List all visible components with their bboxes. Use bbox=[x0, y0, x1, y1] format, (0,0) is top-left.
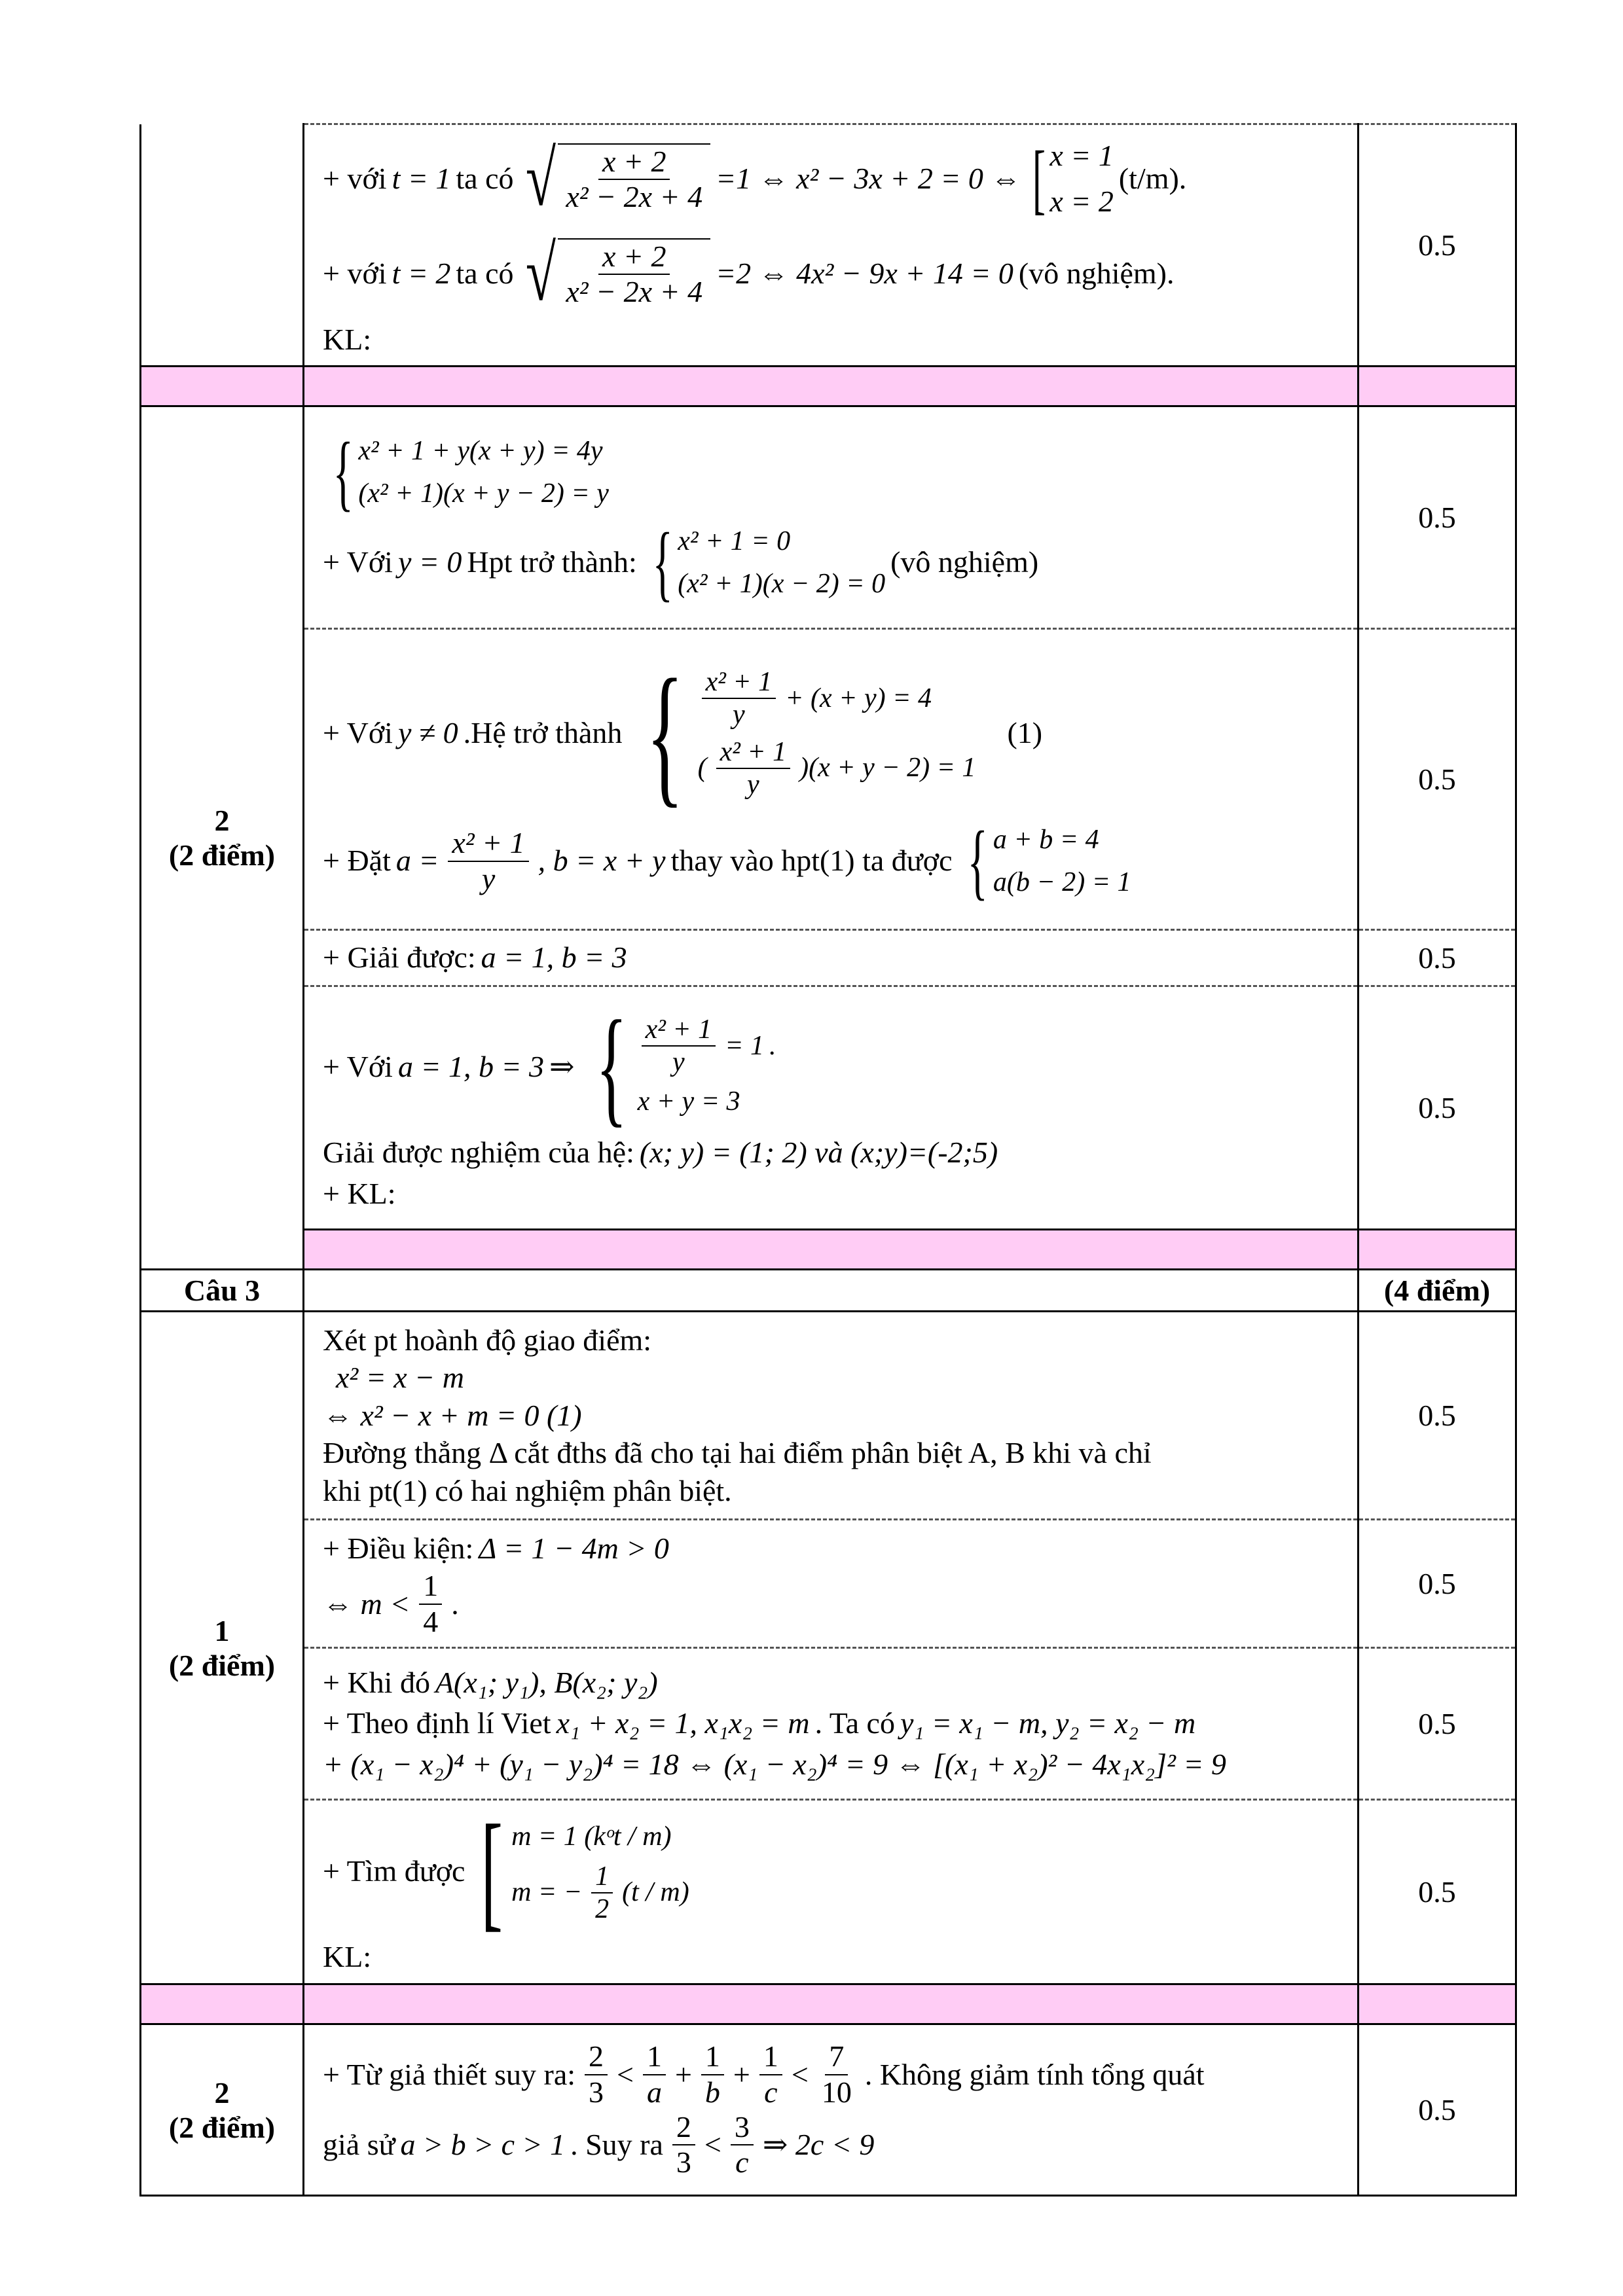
row-q31-c bbox=[141, 1648, 1516, 1800]
k3-line bbox=[323, 1744, 1357, 1785]
found-row2 bbox=[511, 1861, 689, 1926]
label-q32-pts: (2 điểm) bbox=[168, 2110, 276, 2144]
cond-text: + Điều kiện: bbox=[323, 1531, 474, 1565]
cond2-pre: ⇔ m < bbox=[323, 1587, 410, 1621]
kl-text: KL: bbox=[323, 323, 372, 357]
sol-text: Giải được nghiệm của hệ: bbox=[323, 1136, 634, 1170]
q32-f2d: a bbox=[646, 2075, 662, 2109]
yn-row1-rest: + (x + y) = 4 bbox=[785, 683, 932, 713]
found-line bbox=[323, 1799, 1357, 1944]
k3-text: + (x₁ − x₂)⁴ + (y₁ − y₂)⁴ = 18 ⇔ (x₁ − x₂)⁴ = 9 ⇔ [(x₁ + x₂)² − 4x₁x₂]² = 9 bbox=[323, 1747, 1226, 1781]
content-q32 bbox=[304, 2024, 1359, 2196]
y0-mid: Hpt trở thành: bbox=[467, 545, 637, 579]
t1-line bbox=[323, 130, 1357, 228]
cond2-frac bbox=[419, 1569, 442, 1640]
set-line bbox=[323, 814, 1357, 908]
score-q31-b bbox=[1359, 1520, 1516, 1648]
score-q31-a-value: 0.5 bbox=[1418, 1399, 1456, 1432]
t1-num: x + 2 bbox=[598, 145, 670, 181]
yn-line bbox=[323, 646, 1357, 821]
t1-tm: (t/m). bbox=[1118, 162, 1187, 196]
row-q32 bbox=[141, 2024, 1516, 2196]
score-q32 bbox=[1359, 2024, 1516, 2196]
q32-g1d: 3 bbox=[676, 2145, 691, 2179]
q31-kl-line bbox=[323, 1937, 1357, 1977]
t2-cond: t = 2 bbox=[392, 257, 451, 291]
content-q2-a bbox=[304, 406, 1359, 629]
t2-prefix: + với bbox=[323, 257, 387, 291]
t1-mid: ta có bbox=[456, 162, 514, 196]
yn-row1 bbox=[698, 666, 976, 731]
t2-note: (vô nghiệm). bbox=[1018, 257, 1175, 291]
k2-line bbox=[323, 1703, 1357, 1744]
q32-f5 bbox=[818, 2039, 856, 2110]
found-text: + Tìm được bbox=[323, 1854, 465, 1888]
k2-mid: . Ta có bbox=[814, 1706, 895, 1740]
label-q2-pts: (2 điểm) bbox=[168, 838, 276, 872]
content-q2-d bbox=[304, 986, 1359, 1230]
score-q2-b-value: 0.5 bbox=[1418, 762, 1456, 796]
q2-system: { x² + 1 + y(x + y) = 4y (x² + 1)(x + y − 2) = y bbox=[333, 425, 609, 520]
q32-r1-post: . Không giảm tính tổng quát bbox=[864, 2057, 1205, 2091]
y0-system: { x² + 1 = 0 (x² + 1)(x − 2) = 0 bbox=[652, 515, 886, 610]
k1-val: A(x₁; y₁), B(x₂; y₂) bbox=[435, 1666, 658, 1700]
score-q2-d bbox=[1359, 986, 1516, 1230]
w-arrow: ⇒ bbox=[549, 1050, 575, 1084]
t2-eq: =2 ⇔ 4x² − 9x + 14 = 0 bbox=[716, 257, 1013, 291]
q32-f2 bbox=[643, 2039, 666, 2110]
score-q2-a-value: 0.5 bbox=[1418, 501, 1456, 534]
row-q2-c bbox=[141, 930, 1516, 986]
w-cond: a = 1, b = 3 bbox=[397, 1050, 545, 1084]
q32-f1 bbox=[585, 2039, 608, 2110]
sqrt-1: √ $\frac{x + 2}{\text{x² − 2x + 4}}$ bbox=[519, 139, 711, 218]
row-t-cases bbox=[141, 124, 1516, 367]
content-q2-c bbox=[304, 930, 1359, 986]
q2-sys1: x² + 1 + y(x + y) = 4y bbox=[358, 435, 603, 466]
q31-l3: ⇔ x² − x + m = 0 (1) bbox=[323, 1398, 582, 1432]
set-frac bbox=[448, 826, 528, 897]
q31-kl: KL: bbox=[323, 1940, 372, 1974]
k1-line bbox=[323, 1662, 1357, 1703]
solve-line bbox=[323, 937, 1357, 978]
w-row2: x + y = 3 bbox=[637, 1086, 740, 1117]
yn-row1-num: x² + 1 bbox=[702, 666, 776, 699]
q32-f4 bbox=[759, 2039, 782, 2110]
row-cau3 bbox=[141, 1270, 1516, 1312]
q2-sys2: (x² + 1)(x + y − 2) = y bbox=[358, 478, 609, 509]
k2-text: + Theo định lí Viet bbox=[323, 1706, 551, 1740]
score-q31-c bbox=[1359, 1648, 1516, 1800]
q32-f1n: 2 bbox=[585, 2039, 608, 2075]
t1-sol2: x = 2 bbox=[1049, 185, 1114, 219]
y0-note: (vô nghiệm) bbox=[890, 545, 1039, 579]
cond2-den: 4 bbox=[423, 1604, 439, 1638]
cond2-num: 1 bbox=[419, 1569, 442, 1605]
score-value: 0.5 bbox=[1418, 228, 1456, 262]
row-q31-d bbox=[141, 1800, 1516, 1984]
set-num: x² + 1 bbox=[448, 826, 528, 862]
q2-kl: + KL: bbox=[323, 1176, 396, 1210]
set-den: y bbox=[481, 861, 496, 895]
cond2-end: . bbox=[451, 1587, 459, 1621]
cau3-points: (4 điểm) bbox=[1359, 1270, 1516, 1312]
q32-f3d: b bbox=[704, 2075, 720, 2109]
t2-num: x + 2 bbox=[598, 240, 670, 276]
y0-sys1: x² + 1 = 0 bbox=[678, 526, 791, 556]
solve-val: a = 1, b = 3 bbox=[481, 941, 627, 975]
cond-val: Δ = 1 − 4m > 0 bbox=[479, 1531, 669, 1565]
label-q32 bbox=[141, 2024, 304, 2196]
yn-tag: (1) bbox=[1007, 716, 1043, 750]
q32-g2n: 3 bbox=[731, 2110, 754, 2146]
w-prefix: + Với bbox=[323, 1050, 393, 1084]
set-sys1: a + b = 4 bbox=[993, 824, 1099, 855]
cau3-empty bbox=[304, 1270, 1359, 1312]
sol-line bbox=[323, 1132, 1357, 1173]
y0-prefix: + Với bbox=[323, 545, 393, 579]
t1-den: x² − 2x + 4 bbox=[566, 180, 703, 214]
y0-cond: y = 0 bbox=[397, 545, 462, 579]
sqrt-2: √ $\frac{x + 2}{\text{x² − 2x + 4}}$ bbox=[519, 234, 711, 313]
cond-line bbox=[323, 1528, 1357, 1569]
t1-prefix: + với bbox=[323, 162, 387, 196]
score-q2-b bbox=[1359, 629, 1516, 930]
score-q2-c bbox=[1359, 930, 1516, 986]
k2-val2: y₁ = x₁ − m, y₂ = x₂ − m bbox=[900, 1706, 1196, 1740]
score-q31-a bbox=[1359, 1312, 1516, 1520]
t2-line bbox=[323, 228, 1357, 319]
label-cell-empty bbox=[141, 124, 304, 367]
k2-val: x₁ + x₂ = 1, x₁x₂ = m bbox=[556, 1706, 810, 1740]
q32-f2n: 1 bbox=[643, 2039, 666, 2075]
label-q31-pts: (2 điểm) bbox=[168, 1648, 276, 1682]
t1-cond: t = 1 bbox=[392, 162, 451, 196]
yn-row1-den: y bbox=[733, 700, 745, 730]
q32-line1: + Từ giả thiết suy ra: $\frac{2}{3}$ < $\frac{1}{a}$ + $\frac{1}{b}$ + $\frac{1}{c}$ < $\frac{7}{10}$ . Không giảm tính tổng quát bbox=[323, 2039, 1205, 2109]
answer-table bbox=[139, 123, 1517, 2197]
content-q31-d bbox=[304, 1800, 1359, 1984]
set-mid: thay vào hpt(1) ta được bbox=[670, 844, 953, 878]
yn-mid: .Hệ trở thành bbox=[463, 716, 623, 750]
label-q2-num: 2 bbox=[214, 804, 230, 837]
score-q2-a bbox=[1359, 406, 1516, 629]
found-solutions: [ m = 1 (kᵒt / m) m = − $\frac{1}{2}$ (t / m) bbox=[481, 1799, 689, 1944]
yn-row2-den: y bbox=[747, 769, 759, 800]
q32-f4n: 1 bbox=[759, 2039, 782, 2075]
set-system: { a + b = 4 a(b − 2) = 1 bbox=[968, 814, 1131, 908]
sol-val: (x; y) = (1; 2) và (x;y)=(-2;5) bbox=[639, 1136, 998, 1170]
q2-kl-line bbox=[323, 1174, 1357, 1214]
q32-r2-pre: giả sử bbox=[323, 2128, 395, 2162]
y0-sys2: (x² + 1)(x − 2) = 0 bbox=[678, 568, 886, 599]
q32-r2-end: ⇒ 2c < 9 bbox=[762, 2128, 875, 2162]
set-rest: , b = x + y bbox=[538, 844, 666, 878]
q32-f5n: 7 bbox=[825, 2039, 848, 2075]
t2-den: x² − 2x + 4 bbox=[566, 275, 703, 309]
yn-row2-rest: )(x + y − 2) = 1 bbox=[799, 753, 976, 783]
q32-g1n: 2 bbox=[672, 2110, 695, 2146]
q32-f4d: c bbox=[764, 2075, 778, 2109]
cond2-line bbox=[323, 1569, 1357, 1640]
q32-r1-pre: + Từ giả thiết suy ra: bbox=[323, 2057, 576, 2091]
set-a: a = bbox=[395, 844, 439, 878]
separator-row-3 bbox=[141, 1984, 1516, 2024]
content-q31-a bbox=[304, 1312, 1359, 1520]
score-q31-c-value: 0.5 bbox=[1418, 1707, 1456, 1740]
score-q31-d-value: 0.5 bbox=[1418, 1875, 1456, 1909]
w-row1-rest: = 1 bbox=[725, 1030, 764, 1061]
yn-prefix: + Với bbox=[323, 716, 393, 750]
q32-f5d: 10 bbox=[821, 2075, 852, 2109]
label-q2 bbox=[141, 406, 304, 1270]
t1-eq: =1 ⇔ x² − 3x + 2 = 0 ⇔ bbox=[716, 162, 1021, 196]
yn-row2: ( $\frac{\text{x² + 1}}{y}$ )(x + y − 2) = 1 bbox=[697, 736, 976, 800]
w-system: { $\frac{\text{x² + 1}}{y}$ = 1 . x + y = 3 bbox=[595, 994, 776, 1139]
content-t-cases bbox=[304, 124, 1359, 367]
separator-row-2 bbox=[141, 1230, 1516, 1270]
label-q32-num: 2 bbox=[214, 2075, 230, 2109]
q31-l1: Xét pt hoành độ giao điểm: bbox=[323, 1323, 652, 1357]
score-q32-value: 0.5 bbox=[1418, 2093, 1456, 2126]
w-line bbox=[323, 994, 1357, 1139]
found-row2-den: 2 bbox=[595, 1893, 610, 1924]
score-cell bbox=[1359, 124, 1516, 367]
solve-text: + Giải được: bbox=[323, 941, 476, 975]
label-q31-num: 1 bbox=[214, 1613, 230, 1647]
score-q31-b-value: 0.5 bbox=[1418, 1567, 1456, 1600]
q31-l4: Đường thẳng Δ cắt đths đã cho tại hai điểm phân biệt A, B khi và chỉ bbox=[323, 1436, 1152, 1470]
row-q2-d bbox=[141, 986, 1516, 1230]
w-den: y bbox=[672, 1047, 685, 1078]
row-q2-b bbox=[141, 629, 1516, 930]
q32-f1d: 3 bbox=[589, 2075, 604, 2109]
q32-g2 bbox=[731, 2110, 754, 2181]
row-q31-b bbox=[141, 1520, 1516, 1648]
q32-r2-mid: . Suy ra bbox=[570, 2128, 663, 2162]
score-q2-c-value: 0.5 bbox=[1418, 941, 1456, 975]
separator-row bbox=[141, 367, 1516, 406]
found-row2-end: (t / m) bbox=[622, 1877, 689, 1908]
content-q31-c bbox=[304, 1648, 1359, 1800]
kl-line bbox=[323, 319, 1357, 360]
score-q31-d bbox=[1359, 1800, 1516, 1984]
q32-line2: giả sử a > b > c > 1 . Suy ra $\frac{2}{3}$ < $\frac{3}{c}$ ⇒ 2c < 9 bbox=[323, 2109, 875, 2179]
yn-cond: y ≠ 0 bbox=[397, 716, 458, 750]
set-sys2: a(b − 2) = 1 bbox=[993, 867, 1131, 897]
label-q31 bbox=[141, 1312, 304, 1984]
found-row1: m = 1 (kᵒt / m) bbox=[511, 1821, 672, 1852]
score-q2-d-value: 0.5 bbox=[1418, 1091, 1456, 1124]
q31-l2: x² = x − m bbox=[336, 1361, 464, 1395]
q32-g2d: c bbox=[735, 2145, 749, 2179]
w-row1: $\frac{\text{x² + 1}}{y}$ = 1 . bbox=[638, 1014, 776, 1079]
set-prefix: + Đặt bbox=[323, 844, 391, 878]
w-num: x² + 1 bbox=[642, 1014, 716, 1047]
yn-system: { $\frac{\text{x² + 1}}{y}$ + (x + y) = 4 ( $\frac{\text{x² + 1}}{y}$ )(x + y − 2) = 1 bbox=[646, 646, 976, 821]
yn-row2-num: x² + 1 bbox=[716, 736, 791, 769]
row-q31-a bbox=[141, 1312, 1516, 1520]
q31-l5: khi pt(1) có hai nghiệm phân biệt. bbox=[323, 1473, 732, 1507]
q32-r2-val: a > b > c > 1 bbox=[400, 2128, 566, 2162]
cau3-label: Câu 3 bbox=[141, 1270, 304, 1312]
found-row2-pre: m = − bbox=[511, 1877, 583, 1908]
k1-text: + Khi đó bbox=[323, 1666, 430, 1700]
row-q2-a bbox=[141, 406, 1516, 629]
t2-mid: ta có bbox=[456, 257, 514, 291]
q32-f3 bbox=[701, 2039, 724, 2110]
content-q31-b bbox=[304, 1520, 1359, 1648]
q32-f3n: 1 bbox=[701, 2039, 724, 2075]
t1-solutions: [ x = 1 x = 2 bbox=[1032, 135, 1114, 223]
found-row2-num: 1 bbox=[591, 1861, 613, 1893]
q32-g1 bbox=[672, 2110, 695, 2181]
content-q2-b bbox=[304, 629, 1359, 930]
q2-y0-line bbox=[323, 515, 1357, 610]
t1-sol1: x = 1 bbox=[1049, 139, 1114, 173]
